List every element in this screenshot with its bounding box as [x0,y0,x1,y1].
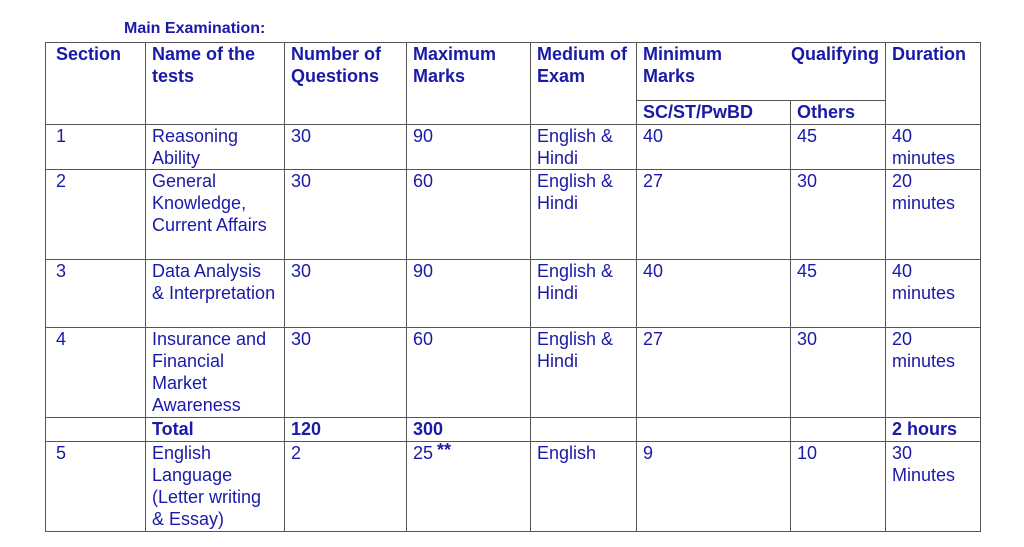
cell-name: English Language (Letter writing & Essay) [146,442,285,532]
main-examination-table [45,42,981,532]
header-section: Section [46,43,146,125]
cell-medium: English [531,442,637,532]
cell-marks: 60 [407,170,531,260]
header-others: Others [791,101,886,125]
cell-marks [407,442,531,532]
cell-section: 1 [46,125,146,170]
cell-duration: 20 minutes [886,170,981,260]
table-row [46,170,981,260]
cell-section [46,418,146,442]
table-row [46,125,981,170]
cell-duration: 40 minutes [886,125,981,170]
cell-medium: English & Hindi [531,328,637,418]
marks-value: 25 [413,443,434,463]
cell-questions: 30 [285,170,407,260]
header-min-qualifying [637,43,886,101]
table-row [46,442,981,532]
cell-duration: 30 Minutes [886,442,981,532]
cell-marks: 90 [407,125,531,170]
cell-sc: 27 [637,170,791,260]
cell-questions: 30 [285,328,407,418]
cell-sc: 9 [637,442,791,532]
header-questions: Number of Questions [285,43,407,125]
cell-medium [531,418,637,442]
cell-name: Reasoning Ability [146,125,285,170]
total-row [46,418,981,442]
total-questions: 120 [285,418,407,442]
cell-medium: English & Hindi [531,260,637,328]
cell-others: 30 [791,170,886,260]
cell-marks: 90 [407,260,531,328]
cell-medium: English & Hindi [531,170,637,260]
cell-section: 3 [46,260,146,328]
marks-note: ** [437,440,452,460]
cell-name: Data Analysis & Interpretation [146,260,285,328]
cell-others [791,418,886,442]
cell-questions: 30 [285,125,407,170]
header-sc-st-pwbd: SC/ST/PwBD [637,101,791,125]
cell-section: 5 [46,442,146,532]
cell-others: 45 [791,125,886,170]
header-marks: Maximum Marks [407,43,531,125]
header-name: Name of the tests [146,43,285,125]
header-min-word: Minimum [643,44,722,64]
cell-section: 2 [46,170,146,260]
header-marks-word: Marks [643,66,696,86]
header-duration: Duration [886,43,981,125]
total-label: Total [146,418,285,442]
cell-sc: 27 [637,328,791,418]
cell-name: General Knowledge, Current Affairs [146,170,285,260]
cell-questions: 2 [285,442,407,532]
cell-name: Insurance and Financial Market Awareness [146,328,285,418]
cell-sc: 40 [637,125,791,170]
header-qualifying-word: Qualifying [791,44,880,64]
header-medium: Medium of Exam [531,43,637,125]
cell-sc: 40 [637,260,791,328]
cell-others: 30 [791,328,886,418]
cell-others: 10 [791,442,886,532]
total-marks: 300 [407,418,531,442]
cell-medium: English & Hindi [531,125,637,170]
cell-questions: 30 [285,260,407,328]
table-row [46,260,981,328]
cell-duration: 20 minutes [886,328,981,418]
cell-marks: 60 [407,328,531,418]
table-row [46,328,981,418]
cell-section: 4 [46,328,146,418]
cell-duration: 40 minutes [886,260,981,328]
table-caption: Main Examination: [124,20,266,37]
total-duration: 2 hours [886,418,981,442]
cell-sc [637,418,791,442]
cell-others: 45 [791,260,886,328]
